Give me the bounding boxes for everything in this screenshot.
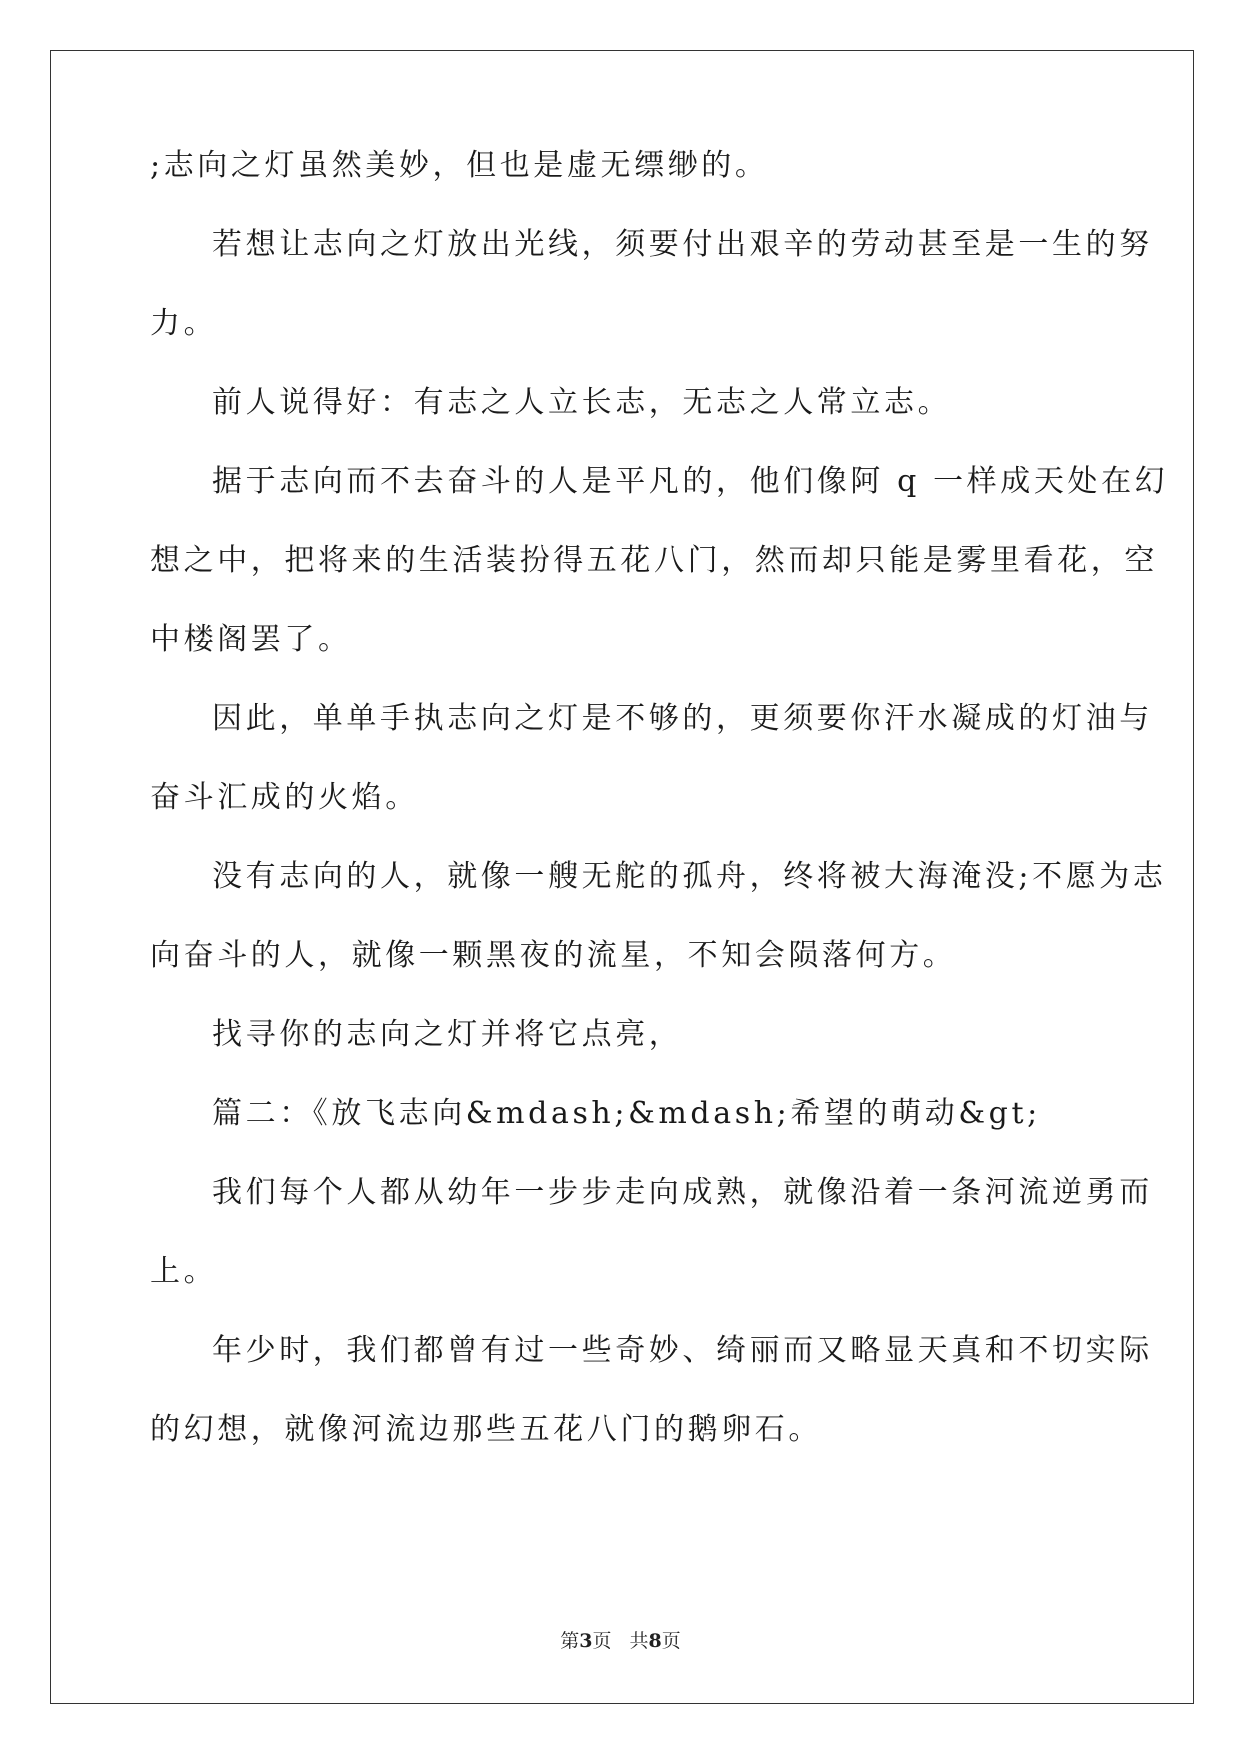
total-suffix: 页 <box>661 1630 681 1652</box>
page-prefix: 第 <box>560 1630 580 1652</box>
text-line: 年少时，我们都曾有过一些奇妙、绮丽而又略显天真和不切实际 <box>212 1333 1153 1368</box>
section-heading: 篇二：《放飞志向&mdash;&mdash;希望的萌动&gt; <box>212 1096 1041 1131</box>
text-line: 我们每个人都从幼年一步步走向成熟，就像沿着一条河流逆勇而 <box>212 1175 1153 1210</box>
text-line: 奋斗汇成的火焰。 <box>150 780 419 815</box>
page-mid: 页 <box>592 1630 612 1652</box>
text-line: 若想让志向之灯放出光线，须要付出艰辛的劳动甚至是一生的努 <box>212 227 1153 262</box>
text-line: 上。 <box>150 1254 218 1289</box>
text-line: 想之中，把将来的生活装扮得五花八门，然而却只能是雾里看花，空 <box>150 543 1158 578</box>
page-current: 3 <box>579 1630 593 1652</box>
page-footer <box>0 1629 1241 1653</box>
total-prefix: 共 <box>629 1630 649 1652</box>
page-total: 8 <box>648 1630 662 1652</box>
text-line: 向奋斗的人，就像一颗黑夜的流星，不知会陨落何方。 <box>150 938 957 973</box>
text-line: 找寻你的志向之灯并将它点亮， <box>212 1017 683 1052</box>
text-line: 的幻想，就像河流边那些五花八门的鹅卵石。 <box>150 1412 822 1447</box>
text-line: ;志向之灯虽然美妙，但也是虚无缥缈的。 <box>150 148 769 183</box>
text-line: 据于志向而不去奋斗的人是平凡的，他们像阿 q 一样成天处在幻 <box>212 464 1169 499</box>
text-line: 没有志向的人，就像一艘无舵的孤舟，终将被大海淹没;不愿为志 <box>212 859 1167 894</box>
text-line: 中楼阁罢了。 <box>150 622 352 657</box>
text-line: 因此，单单手执志向之灯是不够的，更须要你汗水凝成的灯油与 <box>212 701 1153 736</box>
text-line: 力。 <box>150 306 218 341</box>
text-line: 前人说得好：有志之人立长志，无志之人常立志。 <box>212 385 952 420</box>
